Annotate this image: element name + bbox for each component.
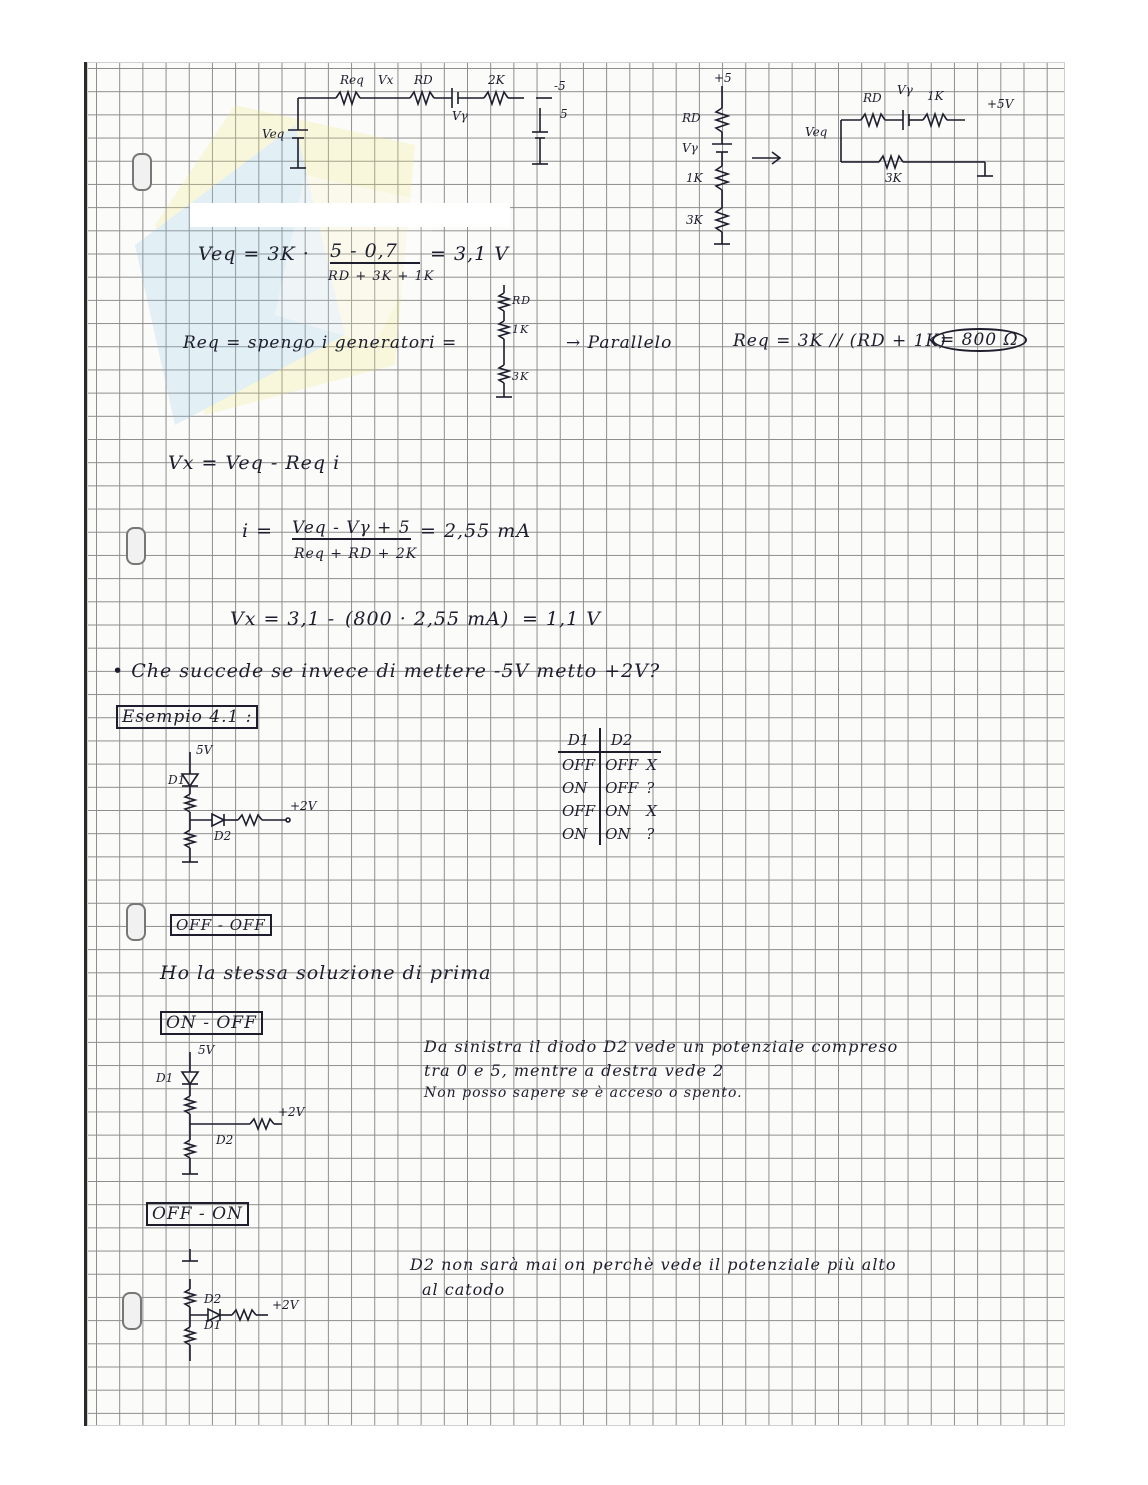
label-3k: 3K xyxy=(686,213,703,227)
case-off-off-text: Ho la stessa soluzione di prima xyxy=(160,962,492,984)
veq-numerator: 5 - 0,7 xyxy=(330,240,420,264)
table-row: OFF ON X xyxy=(558,799,661,822)
label-vgamma: Vγ xyxy=(452,109,468,123)
on-off-label-5v: 5V xyxy=(198,1043,215,1057)
punch-hole-2 xyxy=(126,527,146,565)
table-row: ON ON ? xyxy=(558,822,661,845)
vx-calc-left: Vx = 3,1 - xyxy=(230,608,336,630)
veq-lhs: Veq = 3K · xyxy=(198,243,310,265)
case-on-off-text-1: Da sinistra il diodo D2 vede un potenziale compreso xyxy=(424,1037,899,1056)
case-off-on-text-2: al catodo xyxy=(422,1280,506,1299)
circuit-off-on xyxy=(150,1245,320,1375)
label-vgamma3: Vγ xyxy=(897,83,913,97)
truth-table xyxy=(558,728,661,845)
on-off-label-2v: +2V xyxy=(278,1105,305,1119)
label-veq: Veq xyxy=(262,127,285,141)
example-title: Esempio 4.1 : xyxy=(116,705,258,729)
label-5: 5 xyxy=(560,107,568,121)
circuit-vertical-divider xyxy=(682,72,792,257)
example-label-d2: D2 xyxy=(214,829,232,843)
circuit-example xyxy=(150,744,340,874)
example-label-d1: D1 xyxy=(168,773,186,787)
label-plus5v: +5V xyxy=(987,97,1014,111)
truth-header-d2: D2 xyxy=(600,728,642,752)
truth-header-d1: D1 xyxy=(558,728,600,752)
punch-hole-4 xyxy=(122,1292,142,1330)
label-3k2: 3K xyxy=(885,171,902,185)
label-plus5: +5 xyxy=(714,71,732,85)
label-2k: 2K xyxy=(488,73,505,87)
req-small-rd: RD xyxy=(512,294,532,307)
i-lhs: i = xyxy=(242,520,274,542)
label-vx: Vx xyxy=(378,73,394,87)
label-req: Req xyxy=(340,73,364,87)
label-veq2: Veq xyxy=(805,125,828,139)
i-result: = 2,55 mA xyxy=(420,520,532,542)
req-small-3k: 3K xyxy=(512,370,530,383)
req-lhs: Req = spengo i generatori = xyxy=(183,333,458,353)
i-numerator: Veq - Vγ + 5 xyxy=(292,518,411,538)
req-formula: Req = 3K // (RD + 1K) xyxy=(733,331,947,351)
whiteout-strip xyxy=(190,203,510,227)
veq-result: = 3,1 V xyxy=(430,243,509,265)
circuit-thevenin-left xyxy=(262,68,582,188)
case-off-on-text-1: D2 non sarà mai on perchè vede il potenziale più alto xyxy=(410,1255,897,1274)
case-on-off-text-3: Non posso sapere se è acceso o spento. xyxy=(424,1085,743,1101)
off-on-label-d2: D2 xyxy=(204,1292,222,1306)
circuit-thevenin-right xyxy=(805,80,1045,190)
label-rd2: RD xyxy=(682,111,701,125)
label-1k: 1K xyxy=(686,171,703,185)
label-rd: RD xyxy=(414,73,433,87)
on-off-label-d2: D2 xyxy=(216,1133,234,1147)
off-on-label-2v: +2V xyxy=(272,1298,299,1312)
req-arrow-parallelo: → Parallelo xyxy=(566,333,673,353)
off-on-label-d1: D1 xyxy=(204,1318,222,1332)
req-small-1k: 1K xyxy=(512,323,530,336)
req-result: = 800 Ω xyxy=(932,328,1027,352)
table-row: ON OFF ? xyxy=(558,776,661,799)
on-off-label-d1: D1 xyxy=(156,1071,174,1085)
punch-hole-3 xyxy=(126,903,146,941)
vx-calc-result: = 1,1 V xyxy=(522,608,601,630)
vx-calc-paren: (800 · 2,55 mA) xyxy=(345,608,510,630)
case-on-off-text-2: tra 0 e 5, mentre a destra vede 2 xyxy=(424,1061,725,1080)
veq-denominator: RD + 3K + 1K xyxy=(328,269,435,284)
label-vgamma2: Vγ xyxy=(682,141,698,155)
table-row: OFF OFF X xyxy=(558,752,661,776)
case-on-off-label: ON - OFF xyxy=(160,1011,263,1035)
question-text: • Che succede se invece di mettere -5V metto +2V? xyxy=(112,660,661,682)
example-label-2v: +2V xyxy=(290,799,317,813)
circuit-on-off xyxy=(150,1040,320,1190)
label-1k2: 1K xyxy=(927,89,944,103)
example-label-5v: 5V xyxy=(196,743,213,757)
label-rd3: RD xyxy=(863,91,882,105)
case-off-on-label: OFF - ON xyxy=(146,1202,249,1226)
vx-formula: Vx = Veq - Req i xyxy=(168,452,341,474)
i-denominator: Req + RD + 2K xyxy=(294,546,418,562)
label-neg5: -5 xyxy=(554,79,566,93)
case-off-off-label: OFF - OFF xyxy=(170,914,272,936)
